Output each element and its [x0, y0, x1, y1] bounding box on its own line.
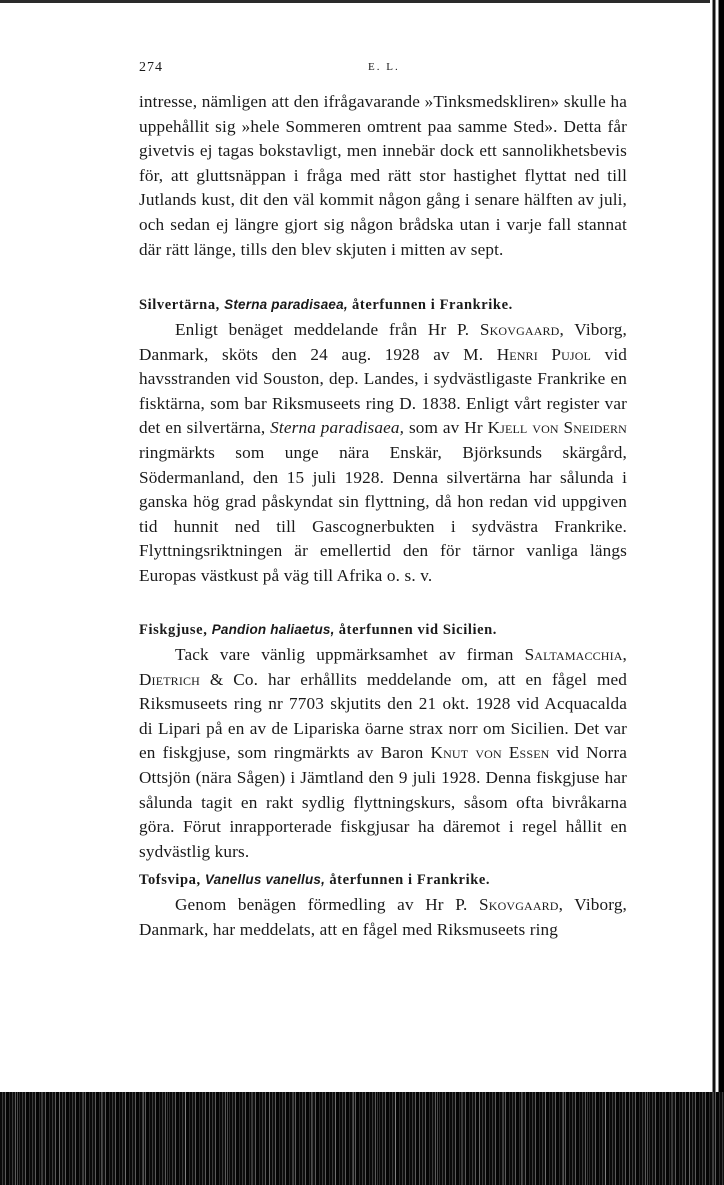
text-run: Enligt benäget meddelande från Hr P.: [175, 320, 470, 339]
text-run: Tack vare vänlig uppmärksamhet av firman: [175, 645, 514, 664]
heading-common-name: Fiskgjuse,: [139, 622, 208, 638]
section-paragraph: [139, 318, 627, 589]
section-heading: [139, 297, 627, 314]
heading-common-name: Tofsvipa,: [139, 872, 201, 888]
scan-edge-right: [710, 0, 724, 1185]
section-silvertarna: [139, 297, 627, 589]
page-number: 274: [139, 60, 163, 75]
person-name: Henri Pujol: [496, 344, 592, 364]
person-name: Kjell von Sneidern: [487, 418, 627, 438]
text-run: & Co. har erhållits meddelande om, att en fågel med Riksmuseets ring nr 7703 skjutits den 21 okt. 1928 vid Acquacalda di Lipari på en av de Lipariska öarne strax norr om Sicilien. Det var en fiskgjuse, som ringmärkts av Baron: [139, 669, 627, 763]
text-run: , Viborg, Danmark, sköts den 24 aug. 1928 av M.: [139, 320, 627, 364]
heading-latin-name: Vanellus vanellus,: [204, 872, 326, 887]
heading-rest: återfunnen i Frankrike.: [329, 872, 491, 888]
person-name: Skovgaard: [479, 895, 559, 914]
text-run: vid Norra Ottsjön (nära Sågen) i Jämtland den 9 juli 1928. Denna fiskgjuse har sålunda tagit en rakt sydlig flyttningskurs, såsom ofta bivråkarna göra. Förut inrapporterade fiskgjusar ha däremot i regel hållit en sydvästlig kurs.: [139, 743, 628, 861]
scan-artifact-overlay: [0, 1092, 724, 1185]
text-run: som av Hr: [404, 418, 483, 438]
heading-rest: återfunnen i Frankrike.: [352, 297, 513, 313]
intro-paragraph: intresse, nämligen att den ifrågavarande »Tinksmedskliren» skulle ha uppehållit sig »hele Sommeren omtrent paa samme Sted». Detta får givetvis ej tagas bokstavligt, men innebär dock ett sannolikhetsbevis för, att gluttsnäppan i fråga med rätt stor hastighet flyttat ned till Jutlands kust, dit den väl kommit någon gång i senare hälften av juli, och sedan ej längre gjort sig någon brådska utan i varje fall stannat där rätt länge, tills den blev skjuten i mitten av sept.: [139, 92, 627, 259]
text-run: vid havsstranden vid Souston, dep. Landes, i sydvästligaste Frankrike en fisktärna, som bar Riksmuseets ring D. 1838. Enligt vårt register var det en silvertärna,: [139, 344, 627, 438]
section-fiskgjuse: [139, 622, 627, 864]
section-heading: [139, 872, 627, 889]
running-head: E. L.: [368, 61, 400, 73]
heading-latin-name: Sterna paradisaea,: [224, 297, 348, 312]
heading-rest: återfunnen vid Sicilien.: [338, 622, 498, 638]
person-name: Knut von Essen: [430, 743, 550, 763]
section-paragraph: [139, 893, 627, 942]
heading-common-name: Silvertärna,: [139, 297, 220, 313]
page-header: [139, 60, 627, 80]
latin-name: Sterna paradisaea,: [270, 418, 405, 438]
text-run: , Viborg, Danmark, har meddelats, att en fågel med Riksmuseets ring: [139, 895, 628, 939]
person-name: Skovgaard: [479, 320, 560, 339]
text-run: ringmärkts som unge nära Enskär, Björksunds skärgård, Södermanland, den 15 juli 1928. Denna silvertärna har sålunda i ganska hög grad påskyndat sin flyttning, då hon redan vid uppgiven tid hunnit ned till Gascognerbukten i sydvästra Frankrike. Flyttningsriktningen är emellertid den för tärnor vanliga längs Europas västkust på väg till Afrika o. s. v.: [139, 442, 627, 585]
section-tofsvipa: [139, 872, 627, 942]
person-name: Saltamacchia, Dietrich: [139, 645, 627, 689]
section-heading: [139, 622, 627, 639]
section-paragraph: [139, 643, 627, 864]
heading-latin-name: Pandion haliaetus,: [211, 622, 335, 637]
scan-edge-top: [0, 0, 724, 3]
intro-block: [139, 90, 627, 262]
text-run: Genom benägen förmedling av Hr P.: [175, 895, 468, 914]
